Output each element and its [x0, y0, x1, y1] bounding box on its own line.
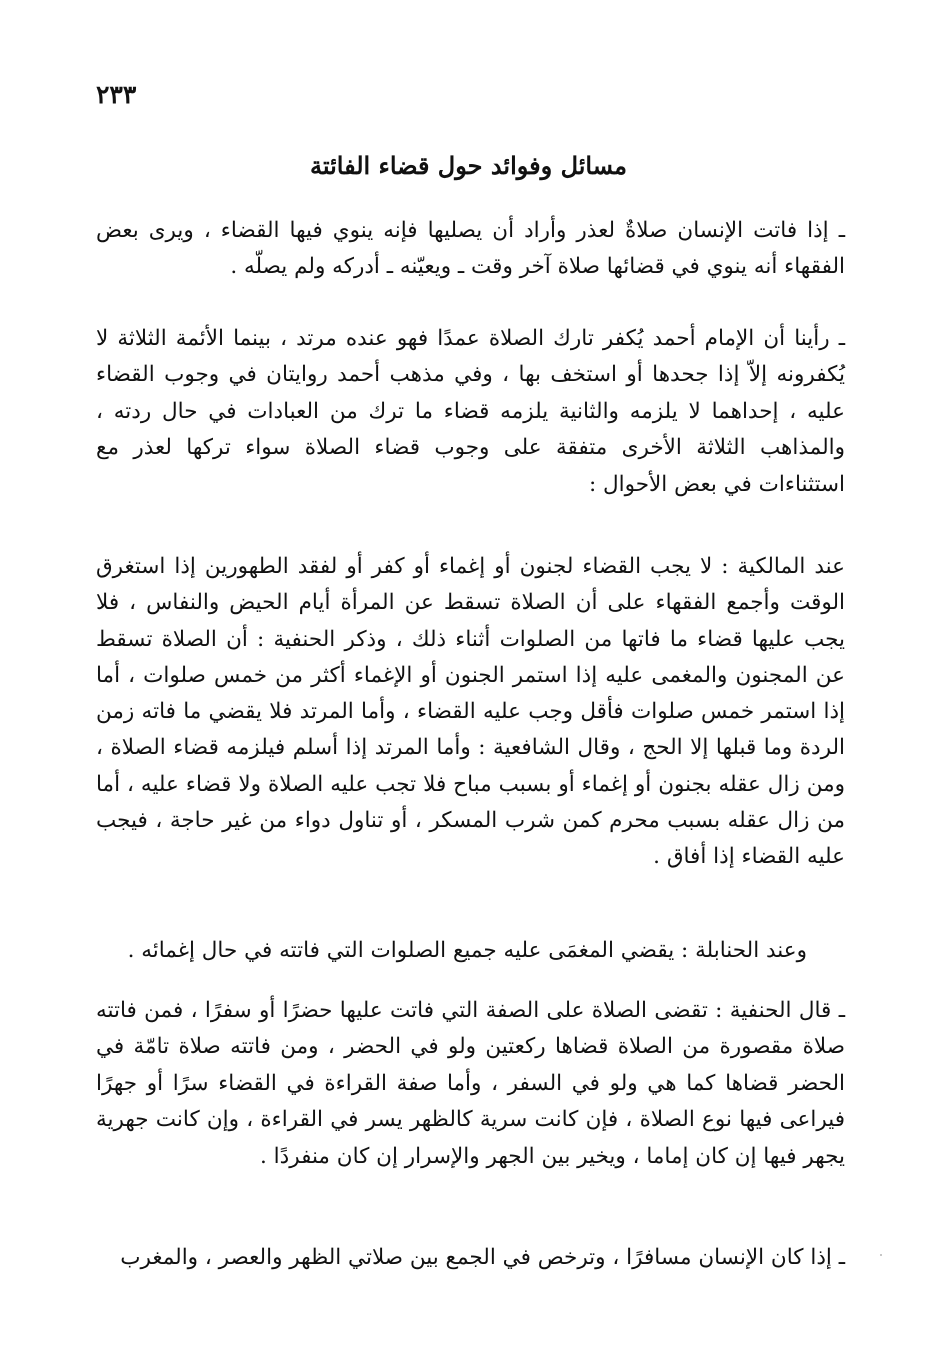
paragraph-apostate-ruling: ـ رأينا أن الإمام أحمد يُكفر تارك الصلاة عمدًا فهو عنده مرتد ، بينما الأئمة الثلاثة لا يُكفرونه إلاّ إذا جحدها أو استخف بها ، وفي مذهب أحمد روايتان في وجوب القضاء عليه ، إحداهما لا يلزمه والثانية يلزمه قضاء ما ترك من العبادات في حال ردته ، والمذاهب الثلاثة الأخرى متفقة على وجوب قضاء الصلاة سواء تركها لعذر مع استثناءات في بعض الأحوال :: [96, 326, 845, 497]
section-title: مسائل وفوائد حول قضاء الفائتة: [309, 151, 628, 180]
paragraph-hanafi-manner-of-makeup: ـ قال الحنفية : تقضى الصلاة على الصفة التي فاتت عليها حضرًا أو سفرًا ، فمن فاتته صلاة مقصورة من الصلاة قضاها ركعتين ولو في الحضر ، ومن فاتته صلاة تامّة في الحضر قضاها كما هي ولو في السفر ، وأما صفة القراءة في القضاء سرًا أو جهرًا فيراعى فيها نوع الصلاة ، فإن كانت سرية كالظهر يسر في القراءة ، وإن كانت جهرية يجهر فيها إن كان إماما ، ويخير بين الجهر والإسرار إن كان منفردًا .: [96, 998, 845, 1169]
paragraph-missed-prayer-intention: ـ إذا فاتت الإنسان صلاةٌ لعذر وأراد أن يصليها فإنه ينوي فيها القضاء ، ويرى بعض الفقهاء أنه ينوي في قضائها صلاة آخر وقت ـ ويعيّنه ـ أدركه ولم يصلّه .: [96, 218, 845, 280]
scan-speck: [880, 1254, 882, 1256]
paragraph-hanbali: وعند الحنابلة : يقضي المغمَى عليه جميع الصلوات التي فاتته في حال إغمائه .: [127, 938, 807, 963]
page-number: ٢٣٣: [96, 80, 137, 109]
paragraph-maliki-hanafi-shafii: عند المالكية : لا يجب القضاء لجنون أو إغماء أو كفر أو لفقد الطهورين إذا استغرق الوقت وأجمع الفقهاء على أن الصلاة تسقط عن المرأة أيام الحيض والنفاس ، فلا يجب عليها قضاء ما فاتها من الصلوات أثناء ذلك ، وذكر الحنفية : أن الصلاة تسقط عن المجنون والمغمى عليه إذا استمر الجنون أو الإغماء أكثر من خمس صلوات ، أما إذا استمر خمس صلوات فأقل وجب عليه القضاء ، وأما المرتد فلا يقضي ما فاته زمن الردة وما قبلها إلا الحج ، وقال الشافعية : وأما المرتد إذا أسلم فيلزمه قضاء الصلاة ، ومن زال عقله بجنون أو إغماء أو بسبب مباح فلا تجب عليه الصلاة ولا قضاء عليه ، أما من زال عقله بسبب محرم كمن شرب المسكر ، أو تناول دواء من غير حاجة ، فيجب عليه القضاء إذا أفاق .: [96, 554, 845, 870]
paragraph-traveler-combining: ـ إذا كان الإنسان مسافرًا ، وترخص في الجمع بين صلاتي الظهر والعصر ، والمغرب: [120, 1245, 845, 1270]
